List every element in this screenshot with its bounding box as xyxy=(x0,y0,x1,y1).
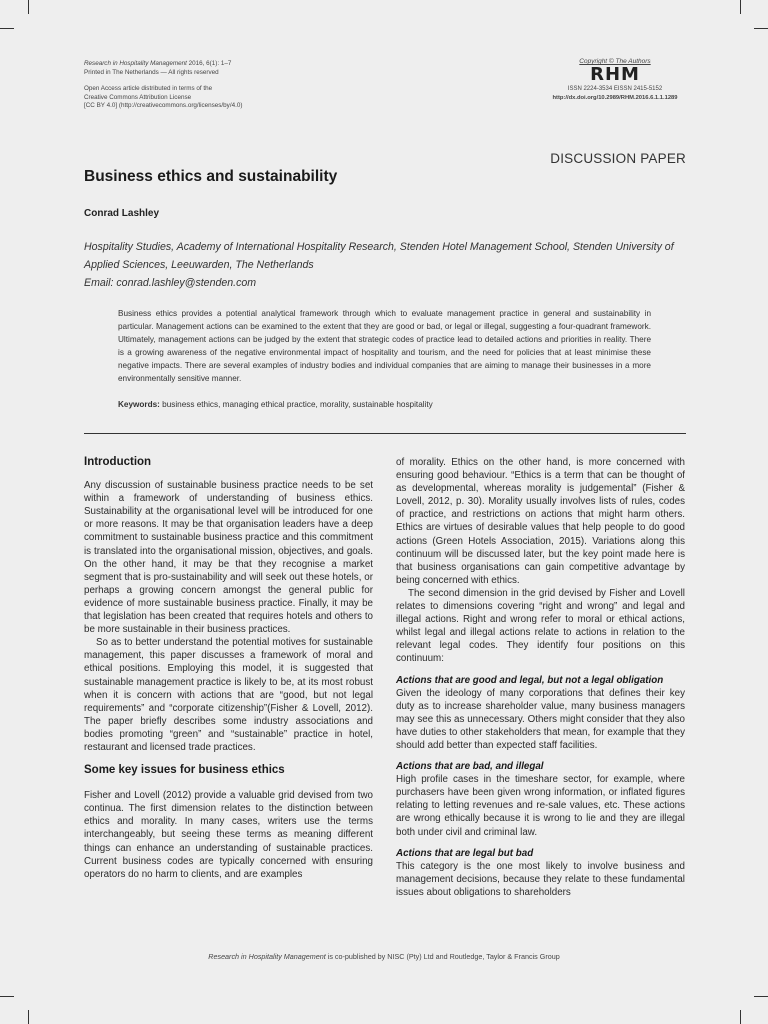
subsection-heading: Actions that are legal but bad xyxy=(396,847,534,859)
crop-mark xyxy=(28,0,29,14)
keywords-label: Keywords: xyxy=(118,400,160,409)
footer-text: is co-published by NISC (Pty) Ltd and Routledge, Taylor & Francis Group xyxy=(325,952,560,961)
abstract: Business ethics provides a potential analytical framework through which to evaluate management practice in general and sustainability in particular. Management actions can be examined to the extent that they are good or bad, or legal or illegal, suggesting a four-quadrant framework. Ultimately, management actions can be judged by the extent that strategic codes of practice lead to detailed actions and priorities in reality. There is a growing awareness of the negative environmental impact of hospitality and tourism, and the need for policies that at least minimise these negative impacts. There are several examples of industry bodies and individual companies that are aiming to manage their businesses in a more environmentally sensitive manner. xyxy=(118,309,651,383)
issn-line: ISSN 2224-3534 EISSN 2415-5152 xyxy=(567,86,663,92)
paragraph: So as to better understand the potential motives for sustainable management, this paper discusses a framework of moral and ethical positions. Employing this model, it is suggested that sustainable management practice is likely to be, at its most robust when it is concern with actions that are “good, but not legal requirements” and “corporate citizenship”(Fisher & Lovell, 2012). The paper briefly describes some industry associations and bodies promoting “green” and “sustainable” practice in hotel, restaurant and licensed trade practices. xyxy=(84,637,373,753)
author-affiliation xyxy=(84,238,684,292)
citation-rest: 2016, 6(1): 1–7 xyxy=(186,60,232,67)
doi-link[interactable]: http://dx.doi.org/10.2989/RHM.2016.6.1.1.1289 xyxy=(552,95,678,101)
license-url[interactable]: [CC BY 4.0] (http://creativecommons.org/licenses/by/4.0) xyxy=(84,102,243,110)
paragraph: The second dimension in the grid devised by Fisher and Lovell relates to dimensions covering “right and wrong” and legal and illegal actions. Right and wrong refer to moral or ethical actions, whilst legal and illegal actions relate to actions in relation to the relevant legal codes. They identify four positions on this continuum: xyxy=(396,587,685,665)
paragraph: This category is the one most likely to involve business and management decisions, because they relate to these fundamental issues about obligations to shareholders xyxy=(396,860,685,898)
crop-mark xyxy=(740,0,741,14)
paragraph: of morality. Ethics on the other hand, is more concerned with ensuring good behaviour. “Ethics is a term that can be thought of as developmental, whereas morality is judgemental” (Fisher & Lovell, 2012, p. 30). Morality usually involves lists of rules, codes of practice, and restrictions on actions that might harm others. Ethics are virtues of desirable values that help people to do good actions (Green Hotels Association, 2015). Variations along this continuum will be discussed later, but the key point made here is that business organisations can gain competitive advantage by being concerned with ethics. xyxy=(396,457,685,586)
page-footer xyxy=(0,952,768,961)
crop-mark xyxy=(754,996,768,997)
keywords-text: business ethics, managing ethical practice, morality, sustainable hospitality xyxy=(159,400,433,409)
paper-title: Business ethics and sustainability xyxy=(84,168,338,185)
citation-journal: Research in Hospitality Management xyxy=(84,60,187,67)
crop-mark xyxy=(28,1010,29,1024)
paragraph: Any discussion of sustainable business practice needs to be set within a framework of understanding of business ethics. Sustainability at the organisational level will be introduced for one or more reasons. It may be that organisation leaders have a deep commitment to sustainable business practice and this commitment is translated into the organisational mission, objectives, and goals. On the other hand, it may be that they recognise a market segment that is pro-sustainability and will seek out these hotels, or perhaps a growing concern amongst the general public for evidence of more sustainable business practice. Finally, it may be that legislation has been created that requires hotels and others to be more sustainable in their business practices. xyxy=(84,480,373,636)
author-email[interactable]: Email: conrad.lashley@stenden.com xyxy=(84,277,257,289)
body-column-left xyxy=(84,456,373,881)
author-name: Conrad Lashley xyxy=(84,208,160,219)
journal-logo: RHM xyxy=(590,64,640,85)
license-line: Creative Commons Attribution License xyxy=(84,93,192,101)
section-heading: Introduction xyxy=(84,456,152,468)
paragraph: Given the ideology of many corporations that defines their key duty as to increase shareholder value, many business managers may see this as unnecessary. Others might consider that they also have duties to other stakeholders that mean, for example that they should add better than expected staff facilities. xyxy=(396,687,685,751)
copyright-notice: Copyright © The Authors xyxy=(579,58,651,65)
body-column-right xyxy=(396,456,685,899)
keywords xyxy=(118,400,433,409)
open-access-line: Open Access article distributed in terms of the xyxy=(84,85,213,93)
subsection-heading: Actions that are bad, and illegal xyxy=(396,761,544,773)
crop-mark xyxy=(0,28,14,29)
affiliation-line: Applied Sciences, Leeuwarden, The Netherlands xyxy=(84,259,314,271)
paper-type-label: DISCUSSION PAPER xyxy=(550,151,686,166)
footer-journal: Research in Hospitality Management xyxy=(208,952,326,961)
crop-mark xyxy=(0,996,14,997)
section-heading: Some key issues for business ethics xyxy=(84,764,285,777)
affiliation-line: Hospitality Studies, Academy of International Hospitality Research, Stenden Hotel Management School, Stenden University of xyxy=(84,241,674,253)
subsection-heading: Actions that are good and legal, but not a legal obligation xyxy=(396,674,664,686)
paragraph: High profile cases in the timeshare sector, for example, where purchasers have been given wrong information, or inflated figures relating to letting revenues and re-sale values, etc. These actions are wrong ethically because it is wrong to lie and they are illegal both under civil and criminal law. xyxy=(396,774,685,838)
journal-header-info xyxy=(84,60,242,111)
section-divider xyxy=(84,433,686,434)
crop-mark xyxy=(740,1010,741,1024)
journal-branding xyxy=(540,58,690,102)
crop-mark xyxy=(754,28,768,29)
printed-line: Printed in The Netherlands — All rights reserved xyxy=(84,68,219,76)
paragraph: Fisher and Lovell (2012) provide a valuable grid devised from two continua. The first dimension relates to the distinction between ethics and morality. In many cases, writers use the terms interchangeably, but seeing these terms as meaning different things can enhance an understanding of sustainable practices. Current business codes are typically concerned with ensuring operators do no harm to clients, and are examples xyxy=(84,790,373,880)
